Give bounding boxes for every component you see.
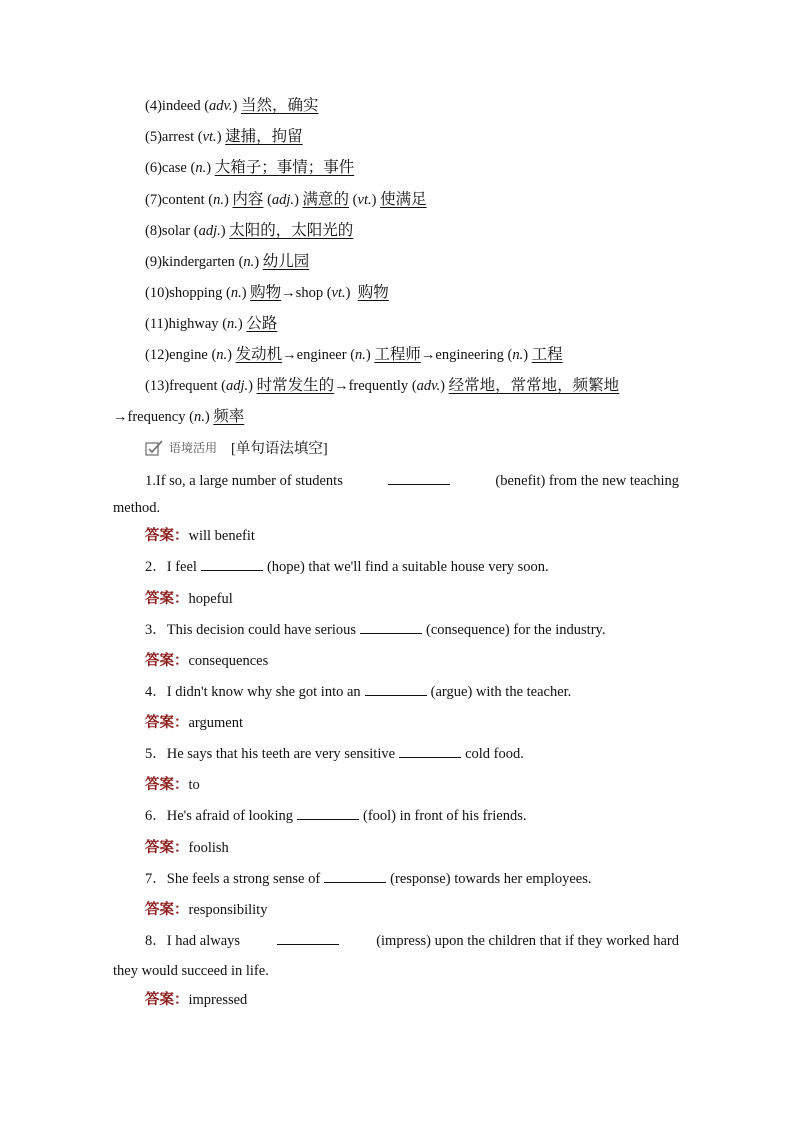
exercise-question: 1.If so, a large number of students (benefit) from the new teaching (145, 473, 679, 489)
exercise-question: 8．I had always (impress) upon the children that if they worked hard (145, 933, 679, 949)
answer-blank (399, 744, 461, 758)
exercise-answer: 答案：to (145, 777, 200, 793)
meaning: 使满足 (380, 191, 427, 208)
vocab-item: (8)solar (adj.) 太阳的，太阳光的 (145, 222, 354, 239)
section-title: [单句语法填空] (231, 441, 328, 457)
answer-blank (360, 620, 422, 634)
meaning: 购物 (357, 284, 389, 301)
vocab-item: (12)engine (n.) 发动机→engineer (n.) 工程师→engineering (n.) 工程 (145, 346, 563, 363)
exercise-answer: 答案：hopeful (145, 591, 233, 607)
answer-blank (324, 869, 386, 883)
exercise-answer: 答案：consequences (145, 653, 269, 669)
meaning: 购物 (250, 284, 282, 301)
answer-blank (297, 806, 359, 820)
answer-blank (388, 471, 450, 485)
exercise-answer: 答案：will benefit (145, 528, 255, 544)
vocab-item: (5)arrest (vt.) 逮捕，拘留 (145, 128, 303, 145)
meaning: 满意的 (302, 191, 350, 208)
meaning: 发动机 (235, 346, 283, 363)
exercise-answer: 答案：responsibility (145, 902, 268, 918)
meaning: 太阳的，太阳光的 (229, 222, 354, 239)
vocab-item: (13)frequent (adj.) 时常发生的→frequently (adv.) 经常地，常常地，频繁地 (145, 377, 620, 394)
exercise-question: 4．I didn't know why she got into an (argue) with the teacher. (145, 684, 572, 700)
checkbox-pencil-icon (145, 439, 165, 457)
section-header (145, 437, 328, 458)
vocab-item: (9)kindergarten (n.) 幼儿园 (145, 253, 310, 270)
meaning: 经常地，常常地，频繁地 (448, 377, 620, 394)
exercise-question: 3．This decision could have serious (consequence) for the industry. (145, 622, 606, 638)
answer-blank (277, 931, 339, 945)
exercise-answer: 答案：argument (145, 715, 243, 731)
vocab-item: (11)highway (n.) 公路 (145, 315, 278, 332)
exercise-question: 7．She feels a strong sense of (response) towards her employees. (145, 871, 592, 887)
section-tag: 语境活用 (169, 441, 218, 455)
vocab-item-continuation: →frequency (n.) 频率 (113, 408, 245, 425)
meaning: 内容 (232, 191, 264, 208)
answer-blank (365, 682, 427, 696)
exercise-answer: 答案：foolish (145, 840, 229, 856)
exercise-question-continuation: they would succeed in life. (113, 963, 269, 979)
meaning: 频率 (213, 408, 245, 425)
meaning: 时常发生的 (256, 377, 335, 394)
exercise-question-continuation: method. (113, 500, 161, 516)
vocab-item: (10)shopping (n.) 购物→shop (vt.) 购物 (145, 284, 389, 301)
meaning: 大箱子；事情；事件 (214, 159, 355, 176)
exercise-question: 6．He's afraid of looking (fool) in front of his friends. (145, 808, 527, 824)
meaning: 公路 (246, 315, 278, 332)
answer-blank (201, 557, 263, 571)
meaning: 工程师 (374, 346, 421, 363)
meaning: 工程 (531, 346, 563, 363)
exercise-answer: 答案：impressed (145, 992, 248, 1008)
exercise-question: 2．I feel (hope) that we'll find a suitable house very soon. (145, 559, 549, 575)
vocab-item: (7)content (n.) 内容 (adj.) 满意的 (vt.) 使满足 (145, 191, 427, 208)
meaning: 当然，确实 (241, 97, 319, 114)
vocab-item: (6)case (n.) 大箱子；事情；事件 (145, 159, 355, 176)
exercise-question: 5．He says that his teeth are very sensitive cold food. (145, 746, 524, 762)
vocab-item: (4)indeed (adv.) 当然，确实 (145, 97, 319, 114)
meaning: 逮捕，拘留 (225, 128, 303, 145)
meaning: 幼儿园 (262, 253, 310, 270)
